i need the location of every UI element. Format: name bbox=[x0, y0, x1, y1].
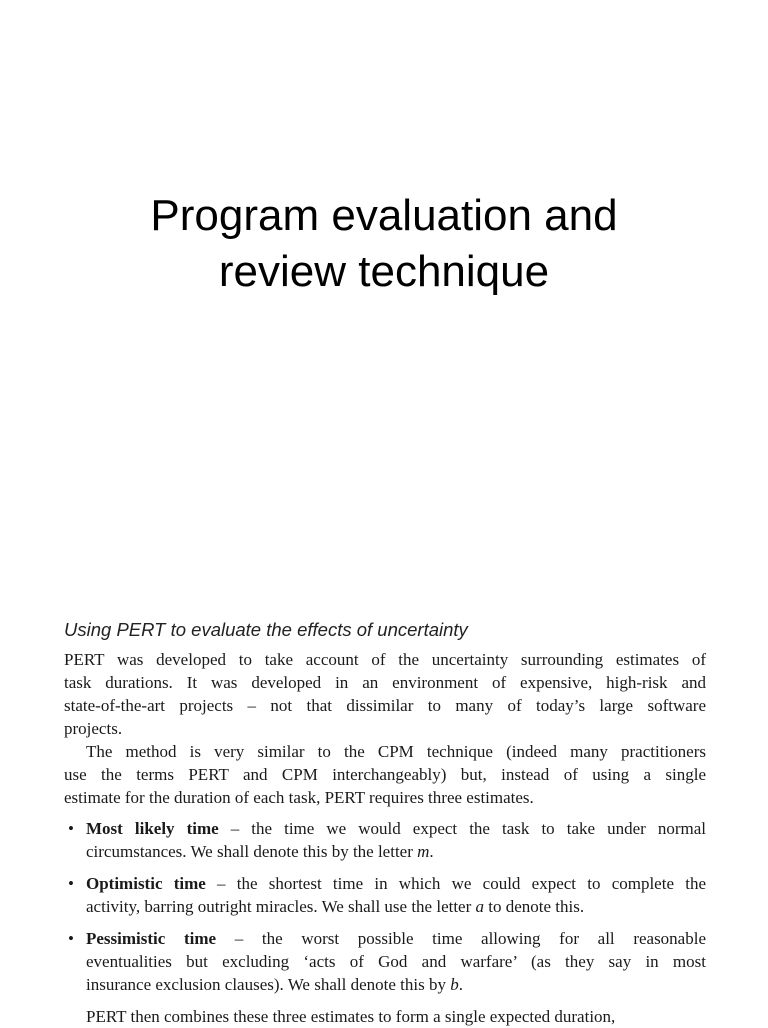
definition-text: – the time we would expect the task to take under normal bbox=[218, 819, 706, 838]
paragraph-1-line-3: state-of-the-art projects – not that dissimilar to many of today’s large software bbox=[64, 696, 706, 715]
definition-text: – the shortest time in which we could expect to complete the bbox=[205, 874, 706, 893]
book-excerpt bbox=[64, 618, 706, 1028]
definition-text: activity, barring outright miracles. We shall use the letter bbox=[86, 897, 476, 916]
paragraph-1 bbox=[64, 648, 706, 740]
slide-title-line-1: Program evaluation and bbox=[150, 191, 618, 240]
definition-text: . bbox=[429, 842, 434, 861]
paragraph-1-line-1: PERT was developed to take account of the uncertainty surrounding estimates of bbox=[64, 650, 706, 669]
list-item-most-likely bbox=[64, 817, 706, 863]
term: Pessimistic time bbox=[86, 929, 217, 948]
variable-letter: a bbox=[475, 897, 485, 916]
list-item-line bbox=[86, 817, 706, 840]
list-item-line bbox=[86, 927, 706, 950]
list-item-line: eventualities but excluding ‘acts of God and warfare’ (as they say in most bbox=[86, 952, 706, 971]
list-item-line bbox=[86, 872, 706, 895]
bullet-icon: • bbox=[68, 874, 74, 893]
definition-text: . bbox=[458, 975, 463, 994]
paragraph-1-line-2: task durations. It was developed in an environment of expensive, high-risk and bbox=[64, 673, 706, 692]
final-paragraph: PERT then combines these three estimates to form a single expected duration, bbox=[86, 1007, 616, 1026]
variable-letter: b bbox=[450, 975, 459, 994]
definition-text: – the worst possible time allowing for all reasonable bbox=[216, 929, 706, 948]
slide-title bbox=[0, 188, 768, 300]
slide-title-line-2: review technique bbox=[218, 247, 550, 296]
variable-letter: m bbox=[417, 842, 430, 861]
paragraph-1-line-4: projects. bbox=[64, 719, 123, 738]
estimate-list bbox=[64, 817, 706, 996]
list-item-line bbox=[86, 840, 706, 863]
term: Optimistic time bbox=[86, 874, 206, 893]
list-item-line bbox=[86, 895, 706, 918]
paragraph-2-line-2: use the terms PERT and CPM interchangeably) but, instead of using a single bbox=[64, 765, 706, 784]
term: Most likely time bbox=[86, 819, 219, 838]
bullet-icon: • bbox=[68, 819, 74, 838]
list-item-optimistic bbox=[64, 872, 706, 918]
bullet-icon: • bbox=[68, 929, 74, 948]
definition-text: insurance exclusion clauses). We shall denote this by bbox=[86, 975, 451, 994]
paragraph-2 bbox=[64, 740, 706, 809]
definition-text: to denote this. bbox=[484, 897, 585, 916]
section-heading: Using PERT to evaluate the effects of uncertainty bbox=[64, 619, 468, 640]
definition-text: circumstances. We shall denote this by the letter bbox=[86, 842, 418, 861]
list-item-pessimistic bbox=[64, 927, 706, 996]
list-item-line bbox=[86, 973, 706, 996]
paragraph-2-line-3: estimate for the duration of each task, PERT requires three estimates. bbox=[64, 788, 534, 807]
paragraph-2-line-1: The method is very similar to the CPM technique (indeed many practitioners bbox=[86, 742, 706, 761]
